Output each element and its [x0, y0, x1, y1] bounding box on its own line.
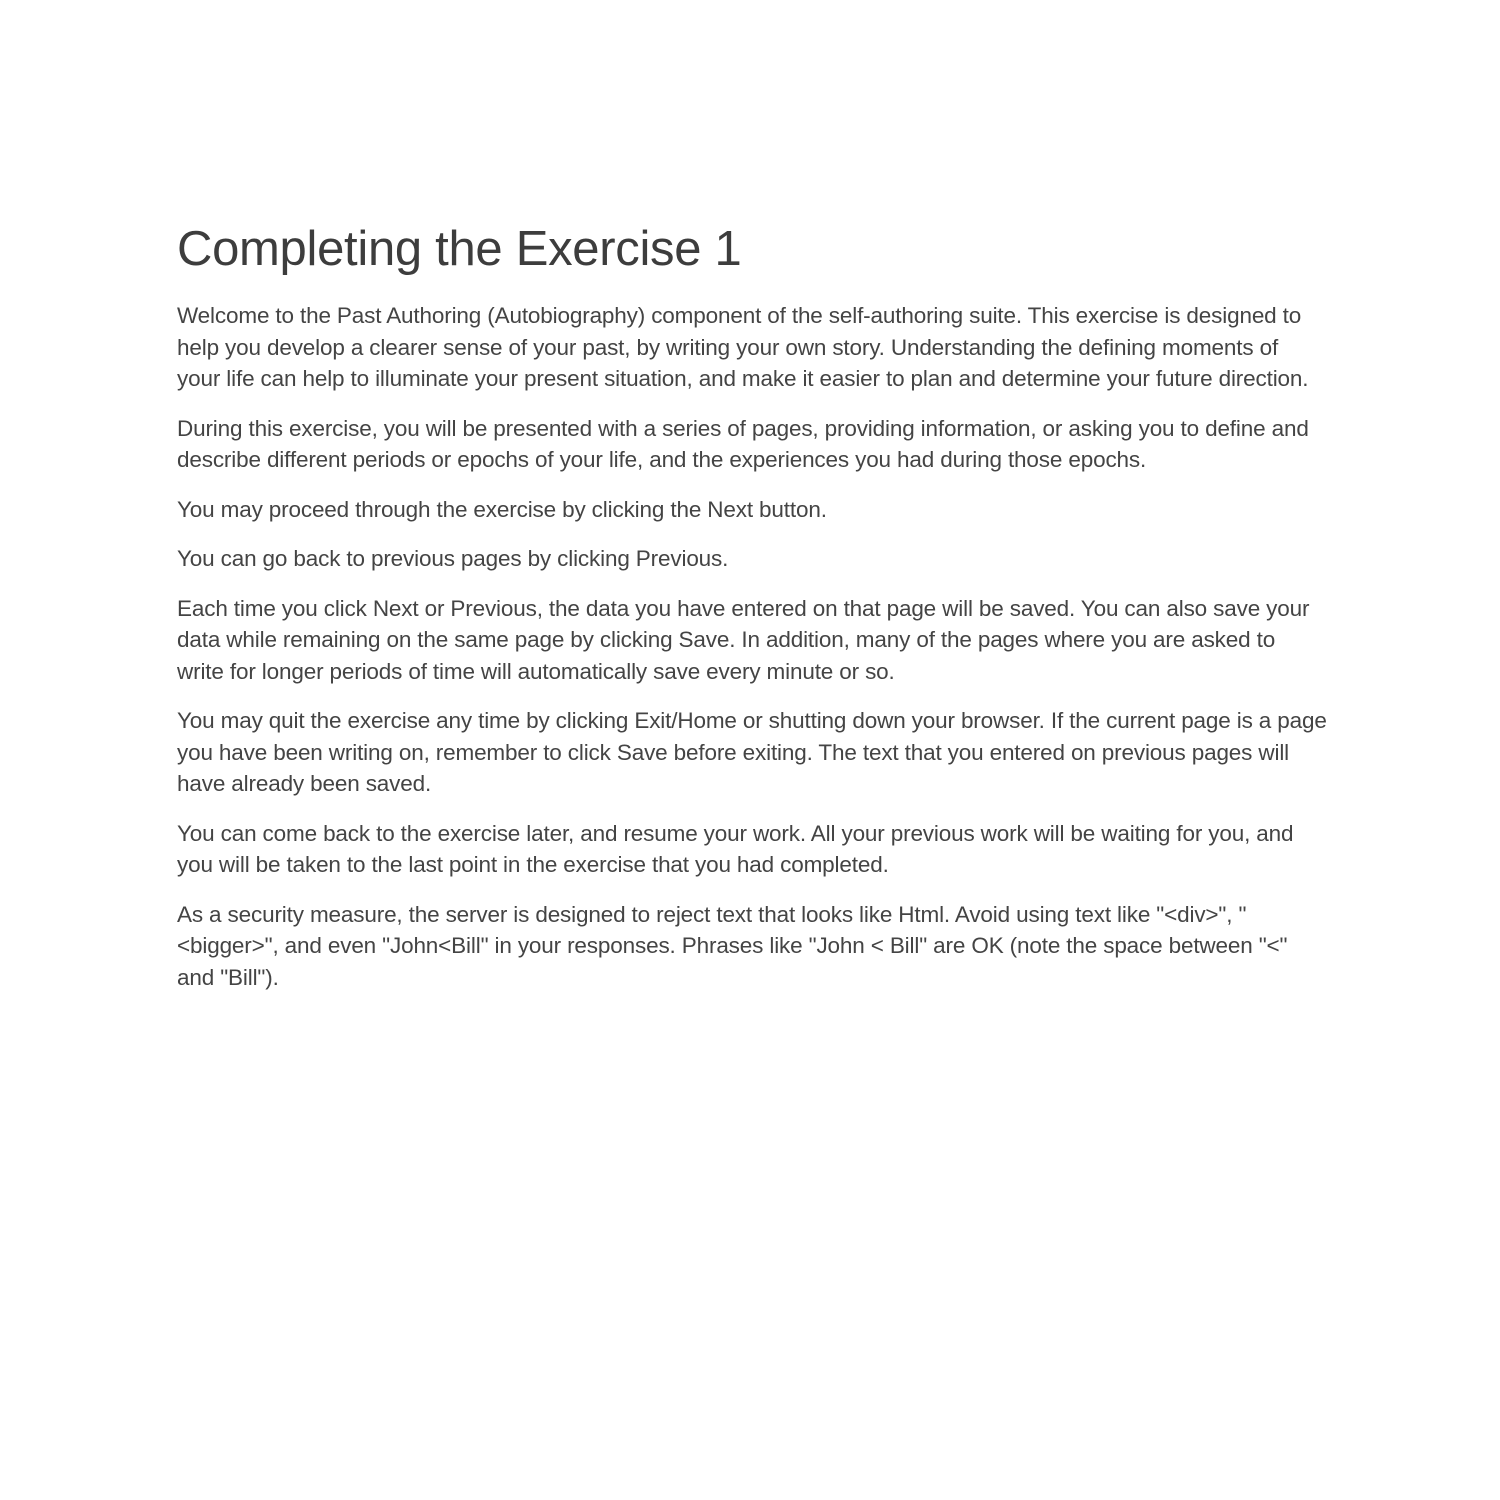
paragraph-saving-info: Each time you click Next or Previous, the data you have entered on that page will be saved. You can also save your data while remaining on the same page by clicking Save. In addition, many of the pages where you are asked to write for longer periods of time will automatically save every minute or so.	[177, 595, 1310, 684]
paragraph-previous-instruction: You can go back to previous pages by clicking Previous.	[177, 546, 729, 571]
paragraph-resume-info: You can come back to the exercise later, and resume your work. All your previous work will be waiting for you, and you will be taken to the last point in the exercise that you had completed.	[177, 820, 1294, 877]
page-title: Completing the Exercise 1	[177, 222, 742, 276]
paragraph-security-note: As a security measure, the server is designed to reject text that looks like Html. Avoid using text like "<div>", "<bigger>", and even "John<Bill" in your responses. Phrases like "John < Bill" are OK (note the space between "<" and "Bill").	[177, 901, 1288, 990]
paragraph-quitting-info: You may quit the exercise any time by clicking Exit/Home or shutting down your browser. If the current page is a page you have been writing on, remember to click Save before exiting. The text that you entered on previous pages will have already been saved.	[177, 708, 1327, 796]
paragraph-welcome: Welcome to the Past Authoring (Autobiography) component of the self-authoring suite. This exercise is designed to help you develop a clearer sense of your past, by writing your own story. Understanding the defining moments of your life can help to illuminate your present situation, and make it easier to plan and determine your future direction.	[177, 303, 1309, 391]
document-page	[177, 218, 1327, 1011]
paragraph-next-instruction: You may proceed through the exercise by clicking the Next button.	[177, 496, 827, 522]
paragraph-exercise-overview: During this exercise, you will be presented with a series of pages, providing information, or asking you to define and describe different periods or epochs of your life, and the experiences you had during those epochs.	[177, 415, 1309, 472]
